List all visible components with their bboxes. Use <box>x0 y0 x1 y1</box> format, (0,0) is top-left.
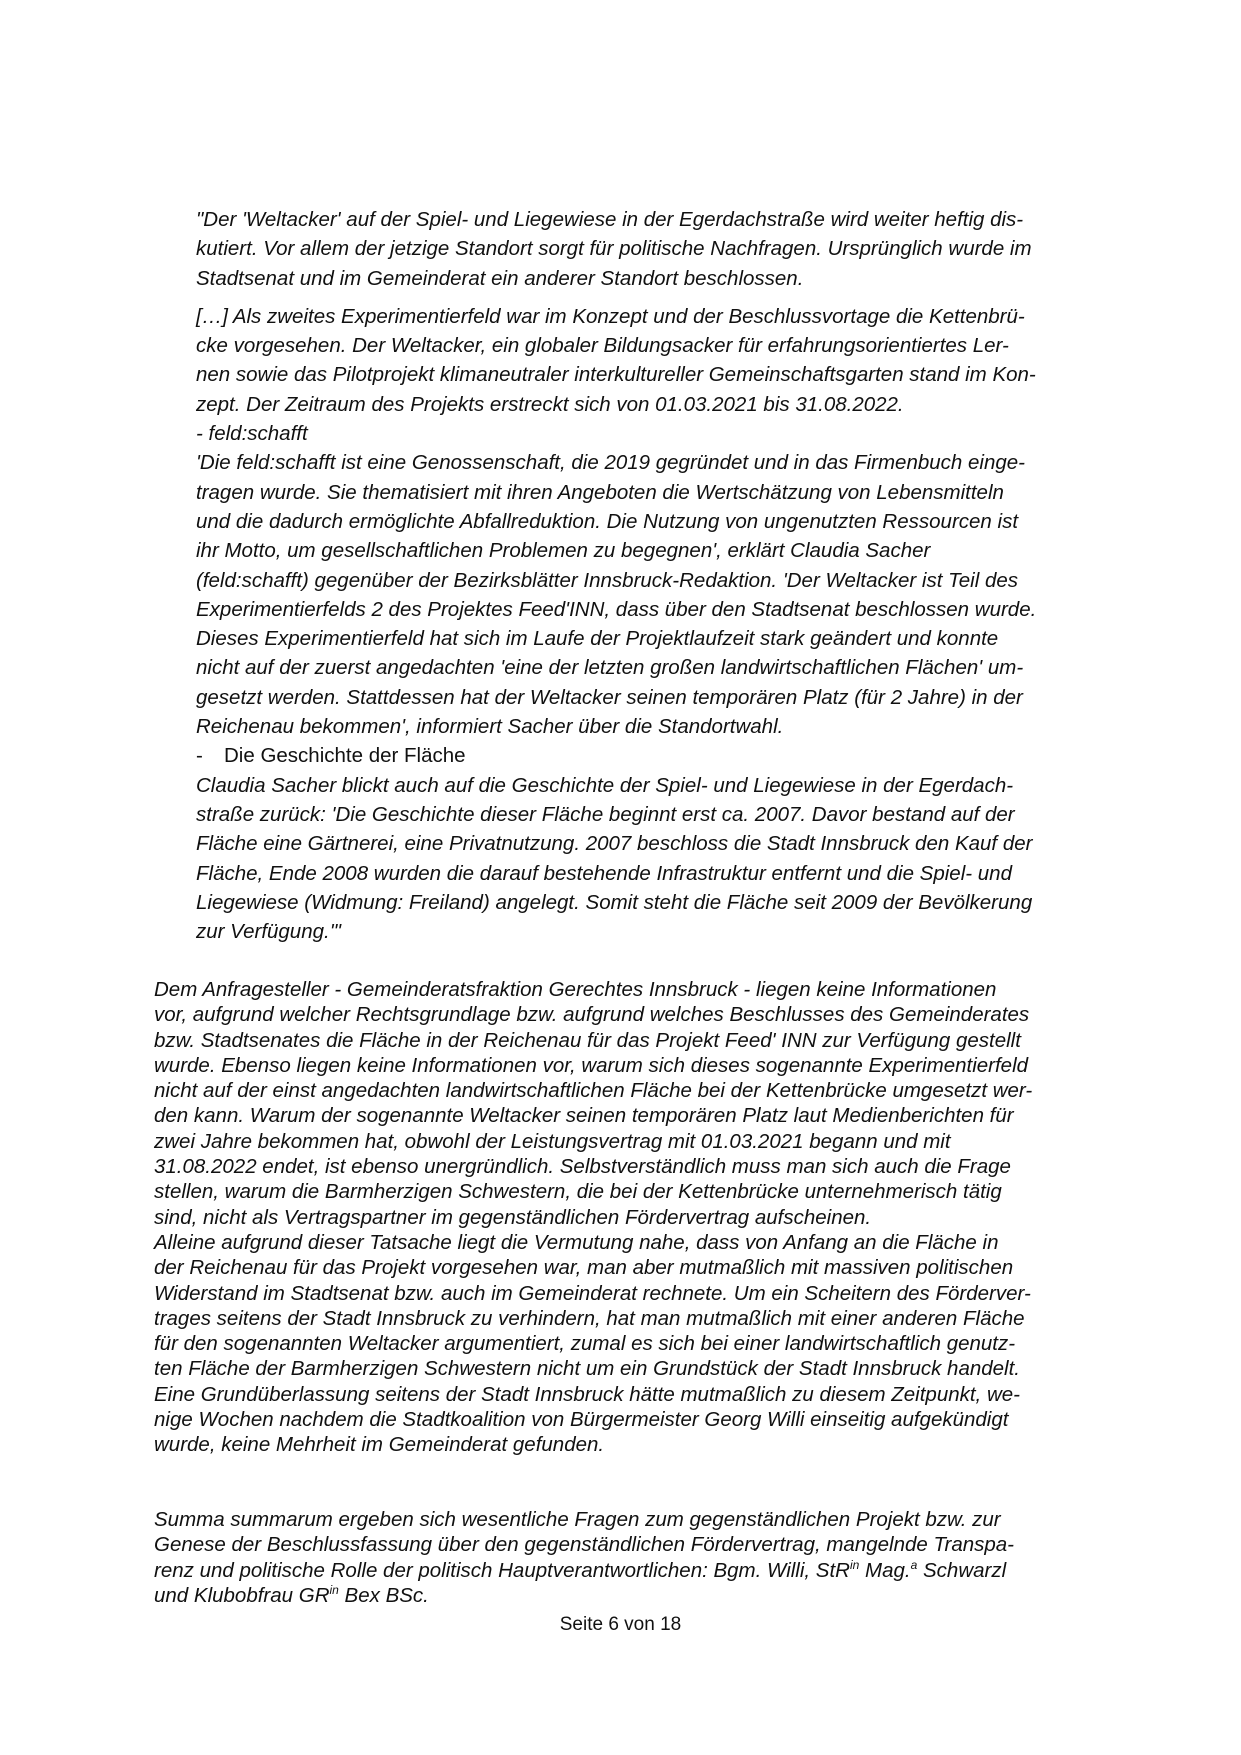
text-line: Dieses Experimentierfeld hat sich im Laufe der Projektlaufzeit stark geändert und konnte <box>196 627 999 651</box>
text-fragment: Schwarzl <box>917 1558 1007 1582</box>
section-heading-history <box>196 741 1138 770</box>
text-line: […] Als zweites Experimentierfeld war im Konzept und der Beschlussvortage die Kettenbrü- <box>196 304 1025 328</box>
text-line: nicht auf der zuerst angedachten 'eine der letzten großen landwirtschaftlichen Flächen' um- <box>196 656 1024 680</box>
text-line: Reichenau bekommen', informiert Sacher über die Standortwahl. <box>196 715 784 739</box>
text-line: Experimentierfelds 2 des Projektes Feed'INN, dass über den Stadtsenat beschlossen wurde. <box>196 597 1037 621</box>
text-line: Fläche eine Gärtnerei, eine Privatnutzung. 2007 beschloss die Stadt Innsbruck den Kauf der <box>196 832 1033 856</box>
text-line: tragen wurde. Sie thematisiert mit ihren Angeboten die Wertschätzung von Lebensmitteln <box>196 480 1004 504</box>
superscript: in <box>849 1557 860 1572</box>
text-fragment: Mag. <box>859 1558 911 1582</box>
text-line: stellen, warum die Barmherzigen Schwestern, die bei der Kettenbrücke unternehmerisch tätig <box>154 1180 1002 1204</box>
text-line: 'Die feld:schafft ist eine Genossenschaft, die 2019 gegründet und in das Firmenbuch einge- <box>196 451 1025 475</box>
quote-paragraph-1 <box>196 205 1138 293</box>
text-line: nige Wochen nachdem die Stadtkoalition von Bürgermeister Georg Willi einseitig aufgekündigt <box>154 1408 1009 1432</box>
text-line: - feld:schafft <box>196 422 308 446</box>
text-line: zept. Der Zeitraum des Projekts erstreckt sich von 01.03.2021 bis 31.08.2022. <box>196 392 904 416</box>
section-heading-text: Die Geschichte der Fläche <box>224 744 466 768</box>
superscript: a <box>910 1557 918 1572</box>
text-line: sind, nicht als Vertragspartner im gegenständlichen Fördervertrag aufscheinen. <box>154 1205 872 1229</box>
text-line: und die dadurch ermöglichte Abfallreduktion. Die Nutzung von ungenutzten Ressourcen ist <box>196 509 1019 533</box>
text-line: für den sogenannten Weltacker argumentiert, zumal es sich bei einer landwirtschaftlich genutz- <box>154 1332 1016 1356</box>
text-line: und Klubobfrau GR <box>154 1583 330 1607</box>
main-body-block <box>154 977 1138 1458</box>
text-line: Summa summarum ergeben sich wesentliche Fragen zum gegenständlichen Projekt bzw. zur <box>154 1508 1001 1531</box>
text-line: bzw. Stadtsenates die Fläche in der Reichenau für das Projekt Feed' INN zur Verfügung gestellt <box>154 1028 1021 1052</box>
text-line: wurde, keine Mehrheit im Gemeinderat gefunden. <box>154 1433 605 1457</box>
main-paragraph <box>154 977 1138 1458</box>
text-fragment: Bex BSc. <box>338 1583 429 1607</box>
text-line: Claudia Sacher blickt auch auf die Geschichte der Spiel- und Liegewiese in der Egerdach- <box>196 773 1014 797</box>
text-line: Genese der Beschlussfassung über den gegenständlichen Fördervertrag, mangelnde Transpa- <box>154 1533 1014 1557</box>
quote-block <box>196 205 1138 946</box>
text-line: Stadtsenat und im Gemeinderat ein anderer Standort beschlossen. <box>196 266 804 290</box>
summary-block <box>154 1507 1138 1608</box>
text-line: cke vorgesehen. Der Weltacker, ein globaler Bildungsacker für erfahrungsorientiertes Ler- <box>196 334 1009 358</box>
text-line: trages seitens der Stadt Innsbruck zu verhindern, hat man mutmaßlich mit einer anderen Fläche <box>154 1306 1025 1330</box>
superscript: in <box>329 1582 339 1597</box>
text-line: der Reichenau für das Projekt vorgesehen war, man aber mutmaßlich mit massiven politischen <box>154 1256 1014 1280</box>
text-line: Fläche, Ende 2008 wurden die darauf bestehende Infrastruktur entfernt und die Spiel- und <box>196 861 1012 885</box>
text-line: nicht auf der einst angedachten landwirtschaftlichen Fläche bei der Kettenbrücke umgesetzt wer- <box>154 1079 1033 1103</box>
text-line: Liegewiese (Widmung: Freiland) angelegt. Somit steht die Fläche seit 2009 der Bevölkerung <box>196 890 1033 914</box>
text-line: (feld:schafft) gegenüber der Bezirksblätter Innsbruck-Redaktion. 'Der Weltacker ist Teil des <box>196 568 1019 592</box>
text-line: Alleine aufgrund dieser Tatsache liegt die Vermutung nahe, dass von Anfang an die Fläche in <box>154 1230 999 1254</box>
text-line: kutiert. Vor allem der jetzige Standort sorgt für politische Nachfragen. Ursprünglich wurde im <box>196 237 1032 261</box>
text-line: zwei Jahre bekommen hat, obwohl der Leistungsvertrag mit 01.03.2021 begann und mit <box>154 1129 951 1153</box>
text-line: Dem Anfragesteller - Gemeinderatsfraktion Gerechtes Innsbruck - liegen keine Informationen <box>154 978 997 1001</box>
text-line: zur Verfügung.'" <box>196 920 341 944</box>
text-line: wurde. Ebenso liegen keine Informationen vor, warum sich dieses sogenannte Experimentierfeld <box>154 1053 1029 1077</box>
text-line: ten Fläche der Barmherzigen Schwestern nicht um ein Grundstück der Stadt Innsbruck handelt. <box>154 1357 1021 1381</box>
text-line: Eine Grundüberlassung seitens der Stadt Innsbruck hätte mutmaßlich zu diesem Zeitpunkt, we- <box>154 1382 1020 1406</box>
dash-marker: - <box>196 744 203 768</box>
quote-paragraph-3 <box>196 771 1138 947</box>
text-line: 31.08.2022 endet, ist ebenso unergründlich. Selbstverständlich muss man sich auch die Frage <box>154 1155 1011 1179</box>
text-line: "Der 'Weltacker' auf der Spiel- und Liegewiese in der Egerdachstraße wird weiter heftig dis- <box>196 208 1024 231</box>
text-line: renz und politische Rolle der politisch Hauptverantwortlichen: Bgm. Willi, StR <box>154 1558 850 1582</box>
quote-paragraph-2 <box>196 302 1138 741</box>
text-line: ihr Motto, um gesellschaftlichen Problemen zu begegnen', erklärt Claudia Sacher <box>196 539 931 563</box>
page-number-footer: Seite 6 von 18 <box>559 1614 682 1635</box>
text-line: Widerstand im Stadtsenat bzw. auch im Gemeinderat rechnete. Um ein Scheitern des Förderver- <box>154 1281 1031 1305</box>
text-line: straße zurück: 'Die Geschichte dieser Fläche beginnt erst ca. 2007. Davor bestand auf der <box>196 802 1015 826</box>
summary-paragraph <box>154 1507 1138 1608</box>
text-line: nen sowie das Pilotprojekt klimaneutraler interkultureller Gemeinschaftsgarten stand im Kon- <box>196 363 1036 387</box>
text-line: vor, aufgrund welcher Rechtsgrundlage bzw. aufgrund welches Beschlusses des Gemeinderates <box>154 1003 1030 1027</box>
text-line: den kann. Warum der sogenannte Weltacker seinen temporären Platz laut Medienberichten für <box>154 1104 1014 1128</box>
text-line: gesetzt werden. Stattdessen hat der Weltacker seinen temporären Platz (für 2 Jahre) in der <box>196 685 1023 709</box>
